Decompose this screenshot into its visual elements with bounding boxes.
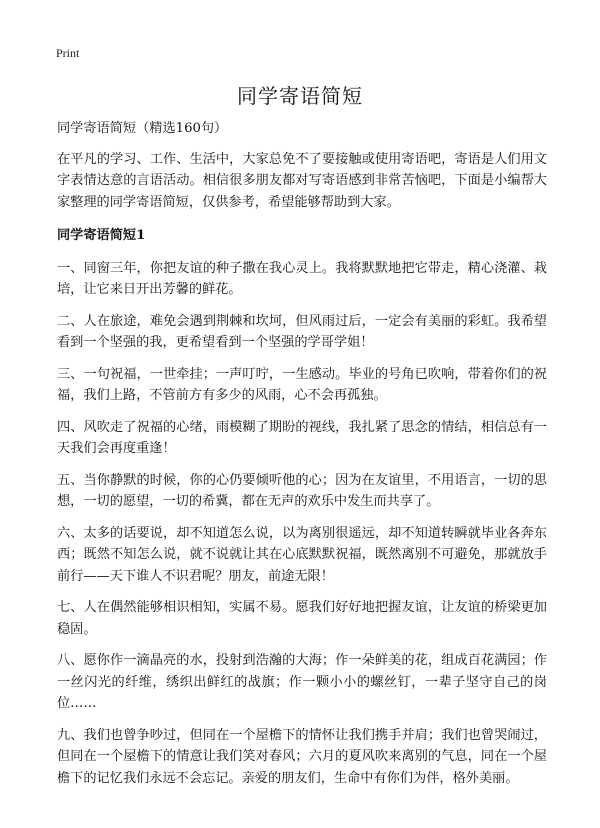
message-paragraph: 四、风吹走了祝福的心绪，雨模糊了期盼的视线，我扎紧了思念的情结，相信总有一天我们会再度重逢！ bbox=[57, 419, 547, 456]
message-paragraph: 五、当你静默的时候，你的心仍要倾听他的心；因为在友谊里，不用语言，一切的思想，一切的愿望，一切的希冀，都在无声的欢乐中发生而共享了。 bbox=[57, 472, 547, 509]
intro-paragraph: 在平凡的学习、工作、生活中，大家总免不了要接触或使用寄语吧，寄语是人们用文字表情达意的言语活动。相信很多朋友都对写寄语感到非常苦恼吧，下面是小编帮大家整理的同学寄语简短，仅供参考，希望能够帮助到大家。 bbox=[57, 151, 547, 210]
message-paragraph: 八、愿你作一滴晶亮的水，投射到浩瀚的大海；作一朵鲜美的花，组成百花满园；作一丝闪光的纤维，绣织出鲜红的战旗；作一颗小小的螺丝钉，一辈子坚守自己的岗位…… bbox=[57, 653, 547, 711]
message-paragraph: 七、人在偶然能够相识相知，实属不易。愿我们好好地把握友谊，让友谊的桥梁更加稳固。 bbox=[57, 600, 547, 637]
message-paragraph: 九、我们也曾争吵过，但同在一个屋檐下的情怀让我们携手并肩；我们也曾哭闹过，但同在一个屋檐下的情意让我们笑对春风；六月的夏风吹来离别的气息，同在一个屋檐下的记忆我们永远不会忘记。亲爱的朋友们，生命中有你们为伴，格外美丽。 bbox=[57, 727, 547, 786]
print-link[interactable]: Print bbox=[56, 46, 80, 60]
message-paragraph: 六、太多的话要说，却不知道怎么说，以为离别很遥远，却不知道转瞬就毕业各奔东西；既然不知怎么说，就不说就让其在心底默默祝福，既然离别不可避免，那就放手前行——天下谁人不识君呢？朋友，前途无限！ bbox=[57, 525, 547, 584]
section-heading: 同学寄语简短1 bbox=[57, 228, 146, 243]
message-paragraph: 一、同窗三年，你把友谊的种子撒在我心灵上。我将默默地把它带走，精心浇灌、栽培，让它来日开出芳馨的鲜花。 bbox=[57, 260, 547, 297]
message-paragraph: 三、一句祝福，一世牵挂；一声叮咛，一生感动。毕业的号角已吹响，带着你们的祝福，我们上路，不管前方有多少的风雨，心不会再孤独。 bbox=[57, 366, 547, 403]
article-subtitle: 同学寄语简短（精选160句） bbox=[57, 121, 228, 136]
message-paragraph: 二、人在旅途，难免会遇到荆棘和坎坷，但风雨过后，一定会有美丽的彩虹。我希望看到一个坚强的我，更希望看到一个坚强的学哥学姐！ bbox=[57, 313, 547, 350]
article-body bbox=[57, 118, 547, 799]
page-title: 同学寄语简短 bbox=[237, 84, 363, 108]
